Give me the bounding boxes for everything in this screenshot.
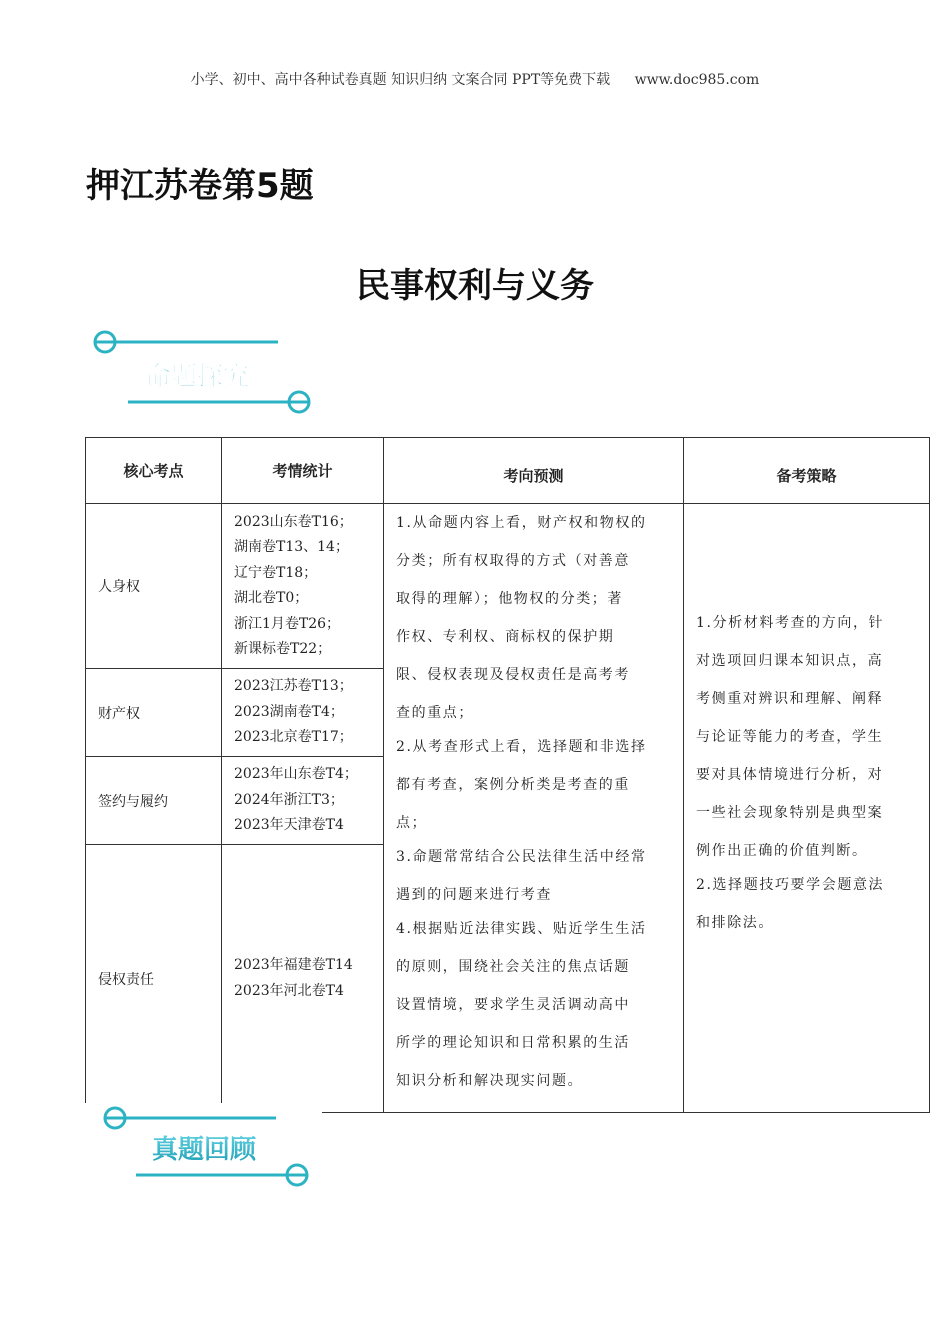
stat-line: 2023山东卷T16；	[234, 513, 353, 530]
stat-line: 2023湖南卷T4；	[234, 703, 344, 720]
text-line: 1.分析材料考查的方向，针	[696, 615, 885, 631]
banner-zhenti-huigu	[98, 1104, 320, 1194]
text-line: 都有考查，案例分析类是考查的重	[396, 777, 630, 793]
text-line: 所学的理论知识和日常积累的生活	[396, 1035, 630, 1051]
header-url[interactable]: www.doc985.com	[634, 72, 760, 88]
strategy-text	[696, 604, 919, 942]
topic-cell: 财产权	[86, 669, 222, 757]
banner-mingti-tanjiu	[88, 322, 320, 420]
topic-cell: 签约与履约	[86, 757, 222, 845]
stat-line: 2023年福建卷T14	[234, 957, 353, 973]
text-line: 限、侵权表现及侵权责任是高考考	[396, 667, 630, 683]
banner-label: 真题回顾	[152, 1135, 257, 1165]
strategy-cell	[684, 504, 930, 1113]
banner-label: 命题探究	[145, 362, 250, 392]
text-line: 查的重点；	[396, 705, 474, 721]
stat-line: 浙江1月卷T26；	[234, 615, 341, 632]
topic-cell: 侵权责任	[86, 845, 222, 1113]
text-line: 例作出正确的价值判断。	[696, 843, 868, 859]
text-line: 2.选择题技巧要学会题意法	[696, 877, 885, 893]
section-title: 民事权利与义务	[356, 266, 594, 306]
stat-line: 湖北卷T0；	[234, 590, 309, 606]
text-line: 考侧重对辨识和理解、阐释	[696, 691, 884, 707]
forecast-cell	[384, 504, 684, 1113]
text-line: 取得的理解）；他物权的分类；著	[396, 591, 623, 607]
text-line: 与论证等能力的考查，学生	[696, 729, 884, 745]
forecast-text	[396, 504, 673, 1100]
header-cell: 备考策略	[684, 438, 930, 504]
stat-line: 2023北京卷T17；	[234, 729, 353, 746]
header-cell: 核心考点	[86, 438, 222, 504]
text-line: 1.从命题内容上看，财产权和物权的	[396, 515, 647, 531]
stats-cell	[222, 757, 384, 845]
stats-cell	[222, 845, 384, 1113]
text-line: 2.从考查形式上看，选择题和非选择	[396, 739, 647, 755]
text-line: 知识分析和解决现实问题。	[396, 1073, 584, 1089]
text-line: 点；	[396, 815, 428, 831]
stat-line: 2023年天津卷T4	[234, 817, 344, 834]
stat-line: 2024年浙江T3；	[234, 791, 344, 808]
topic-cell: 人身权	[86, 504, 222, 669]
text-line: 遇到的问题来进行考查	[396, 887, 552, 903]
stat-line: 新课标卷T22；	[234, 641, 332, 657]
stats-cell	[222, 669, 384, 757]
text-line: 对选项回归课本知识点，高	[696, 653, 884, 669]
table-header-row	[86, 438, 930, 504]
text-line: 一些社会现象特别是典型案	[696, 805, 884, 821]
text-line: 和排除法。	[696, 915, 774, 931]
text-line: 3.命题常常结合公民法律生活中经常	[396, 849, 647, 865]
text-line: 的原则，围绕社会关注的焦点话题	[396, 959, 630, 975]
text-line: 4.根据贴近法律实践、贴近学生生活	[396, 921, 647, 937]
stat-line: 2023年山东卷T4；	[234, 766, 358, 783]
text-line: 作权、专利权、商标权的保护期	[396, 629, 615, 645]
stat-line: 2023江苏卷T13；	[234, 678, 353, 695]
text-line: 分类；所有权取得的方式（对善意	[396, 553, 630, 569]
stat-line: 2023年河北卷T4	[234, 982, 344, 999]
stat-line: 辽宁卷T18；	[234, 564, 318, 581]
page-title: 押江苏卷第5题	[86, 166, 314, 206]
page-header	[0, 69, 950, 89]
header-text: 小学、初中、高中各种试卷真题 知识归纳 文案合同 PPT等免费下载	[190, 72, 611, 88]
header-cell: 考向预测	[384, 438, 684, 504]
stats-cell	[222, 504, 384, 669]
stat-line: 湖南卷T13、14；	[234, 539, 349, 555]
header-cell: 考情统计	[222, 438, 384, 504]
text-line: 设置情境，要求学生灵活调动高中	[396, 997, 630, 1013]
text-line: 要对具体情境进行分析，对	[696, 767, 884, 783]
table-row	[86, 504, 930, 669]
analysis-table	[85, 437, 930, 1113]
